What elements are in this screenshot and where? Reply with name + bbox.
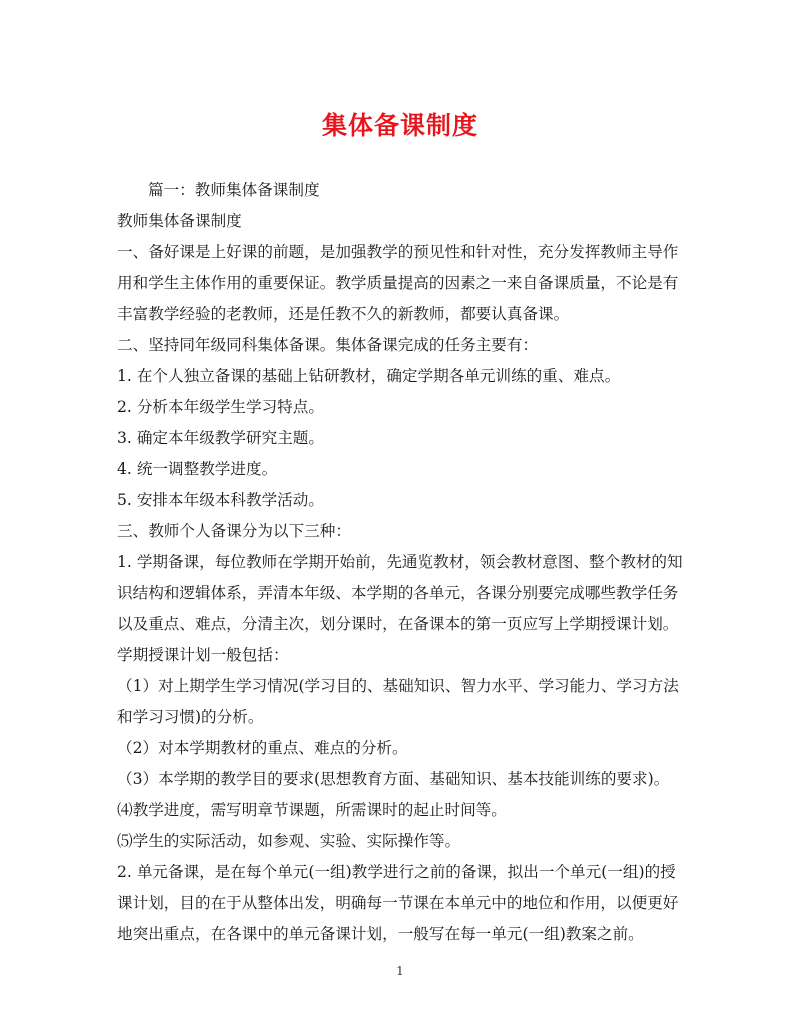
document-body bbox=[117, 175, 687, 950]
list-item: 1. 在个人独立备课的基础上钻研教材，确定学期各单元训练的重、难点。 bbox=[117, 367, 621, 385]
list-item: ⑸学生的实际活动，如参观、实验、实际操作等。 bbox=[117, 832, 461, 850]
list-item: 4. 统一调整教学进度。 bbox=[117, 460, 278, 478]
section-heading: 篇一：教师集体备课制度 bbox=[148, 181, 320, 199]
list-item: （3）本学期的教学目的要求(思想教育方面、基础知识、基本技能训练的要求)。 bbox=[117, 770, 670, 788]
subheading: 教师集体备课制度 bbox=[117, 212, 242, 230]
page-number: 1 bbox=[396, 964, 404, 978]
paragraph-line: 三、教师个人备课分为以下三种： bbox=[117, 522, 351, 540]
paragraph-line: 识结构和逻辑体系，弄清本年级、本学期的各单元，各课分别要完成哪些教学任务 bbox=[117, 584, 679, 602]
paragraph-line: 和学习习惯)的分析。 bbox=[117, 708, 264, 726]
list-item: （2）对本学期教材的重点、难点的分析。 bbox=[117, 739, 408, 757]
paragraph-line: 以及重点、难点，分清主次，划分课时，在备课本的第一页应写上学期授课计划。 bbox=[117, 615, 679, 633]
list-item: 3. 确定本年级教学研究主题。 bbox=[117, 429, 324, 447]
list-item: 5. 安排本年级本科教学活动。 bbox=[117, 491, 324, 509]
list-item: 2. 单元备课，是在每个单元(一组)教学进行之前的备课，拟出一个单元(一组)的授 bbox=[117, 863, 676, 881]
paragraph-line: 用和学生主体作用的重要保证。教学质量提高的因素之一来自备课质量，不论是有 bbox=[117, 274, 679, 292]
paragraph-line: 学期授课计划一般包括： bbox=[117, 646, 289, 664]
paragraph-line: 二、坚持同年级同科集体备课。集体备课完成的任务主要有： bbox=[117, 336, 539, 354]
document-title: 集体备课制度 bbox=[321, 111, 478, 140]
paragraph-line: 地突出重点，在各课中的单元备课计划，一般写在每一单元(一组)教案之前。 bbox=[117, 925, 644, 943]
list-item: 2. 分析本年级学生学习特点。 bbox=[117, 398, 324, 416]
paragraph-line: 丰富教学经验的老教师，还是任教不久的新教师，都要认真备课。 bbox=[117, 305, 570, 323]
paragraph-line: 课计划，目的在于从整体出发，明确每一节课在本单元中的地位和作用，以便更好 bbox=[117, 894, 679, 912]
paragraph-line: 一、备好课是上好课的前题，是加强教学的预见性和针对性，充分发挥教师主导作 bbox=[117, 243, 679, 261]
list-item: 1. 学期备课，每位教师在学期开始前，先通览教材，领会教材意图、整个教材的知 bbox=[117, 553, 683, 571]
list-item: （1）对上期学生学习情况(学习目的、基础知识、智力水平、学习能力、学习方法 bbox=[117, 677, 679, 695]
list-item: ⑷教学进度，需写明章节课题，所需课时的起止时间等。 bbox=[117, 801, 507, 819]
